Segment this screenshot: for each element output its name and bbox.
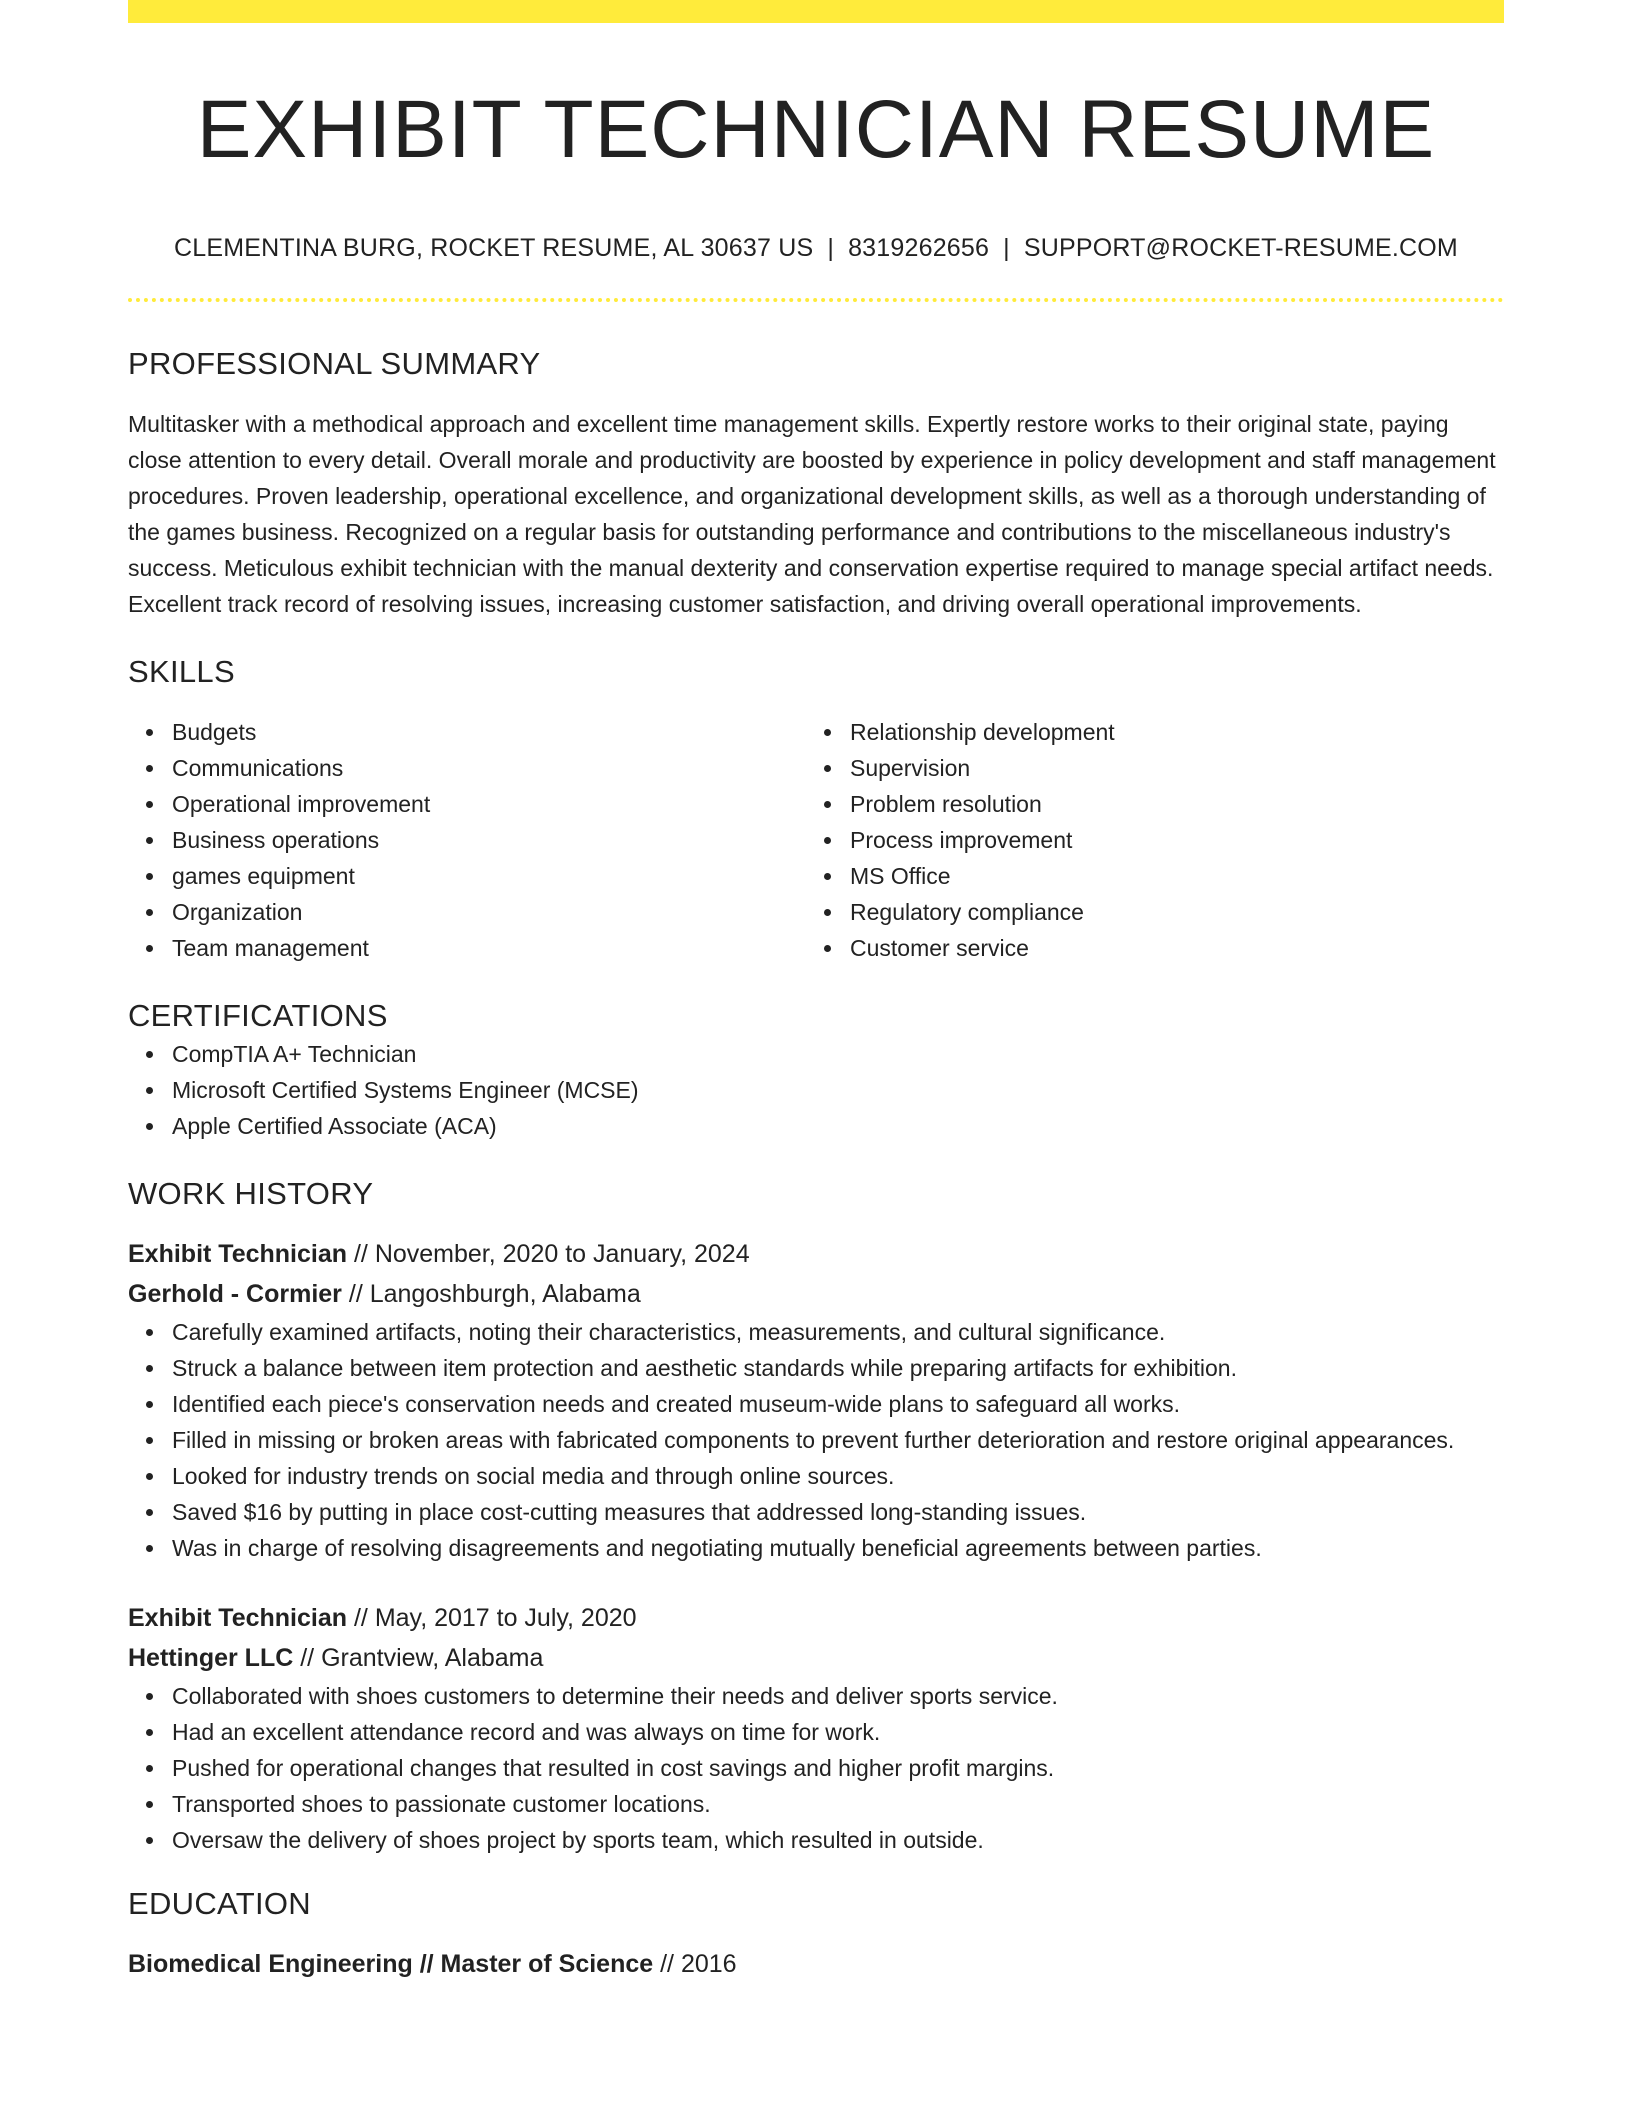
job-dates: // May, 2017 to July, 2020	[347, 1604, 637, 1632]
job-company: Hettinger LLC	[128, 1644, 294, 1672]
contact-separator: |	[827, 234, 835, 262]
job-company-line	[128, 1638, 1504, 1678]
education-entry	[128, 1944, 1504, 1984]
job-location: // Grantview, Alabama	[293, 1644, 544, 1672]
education-degree: Biomedical Engineering // Master of Science	[128, 1950, 654, 1978]
skill-item: games equipment	[172, 858, 806, 894]
education-year: // 2016	[653, 1950, 737, 1978]
skill-item: Process improvement	[850, 822, 1484, 858]
job-duties-list	[128, 1678, 1504, 1858]
skills-column-left	[128, 714, 806, 966]
job-duties-list	[128, 1314, 1504, 1566]
job-duty: Filled in missing or broken areas with fabricated components to prevent further deterioration and restore original appearances.	[172, 1422, 1504, 1458]
job-duty: Collaborated with shoes customers to determine their needs and deliver sports service.	[172, 1678, 1504, 1714]
job-duty: Pushed for operational changes that resulted in cost savings and higher profit margins.	[172, 1750, 1504, 1786]
contact-address: CLEMENTINA BURG, ROCKET RESUME, AL 30637 US	[174, 234, 814, 262]
contact-email: SUPPORT@ROCKET-RESUME.COM	[1023, 234, 1458, 262]
skill-item: Regulatory compliance	[850, 894, 1484, 930]
skills-column-right	[806, 714, 1484, 966]
job-duty: Was in charge of resolving disagreements and negotiating mutually beneficial agreements between parties.	[172, 1530, 1504, 1566]
job-company: Gerhold - Cormier	[128, 1280, 342, 1308]
dotted-divider	[128, 298, 1504, 302]
skill-item: Business operations	[172, 822, 806, 858]
skills-grid	[128, 714, 1504, 966]
skills-list-left	[128, 714, 806, 966]
education-heading: EDUCATION	[128, 1886, 311, 1921]
certification-item: Microsoft Certified Systems Engineer (MCSE)	[172, 1072, 1504, 1108]
certifications-list	[128, 1036, 1504, 1144]
job-duty: Saved $16 by putting in place cost-cutting measures that addressed long-standing issues.	[172, 1494, 1504, 1530]
job-company-line	[128, 1274, 1504, 1314]
job-location: // Langoshburgh, Alabama	[341, 1280, 641, 1308]
job-dates: // November, 2020 to January, 2024	[347, 1240, 750, 1268]
contact-line	[128, 232, 1504, 264]
skill-item: Problem resolution	[850, 786, 1484, 822]
resume-title: EXHIBIT TECHNICIAN RESUME	[196, 84, 1436, 175]
job-duty: Looked for industry trends on social media and through online sources.	[172, 1458, 1504, 1494]
job-duty: Identified each piece's conservation needs and created museum-wide plans to safeguard all works.	[172, 1386, 1504, 1422]
resume-content	[128, 0, 1504, 1984]
job-duty: Oversaw the delivery of shoes project by sports team, which resulted in outside.	[172, 1822, 1504, 1858]
contact-phone: 8319262656	[848, 234, 990, 262]
job-entry	[128, 1598, 1504, 1858]
contact-separator: |	[1003, 234, 1010, 262]
certification-item: CompTIA A+ Technician	[172, 1036, 1504, 1072]
skill-item: Communications	[172, 750, 806, 786]
skill-item: Customer service	[850, 930, 1484, 966]
skill-item: Relationship development	[850, 714, 1484, 750]
skill-item: Operational improvement	[172, 786, 806, 822]
job-duty: Carefully examined artifacts, noting their characteristics, measurements, and cultural significance.	[172, 1314, 1504, 1350]
skill-item: Supervision	[850, 750, 1484, 786]
certification-item: Apple Certified Associate (ACA)	[172, 1108, 1504, 1144]
job-title-line	[128, 1234, 1504, 1274]
job-entry	[128, 1234, 1504, 1566]
skill-item: MS Office	[850, 858, 1484, 894]
job-title: Exhibit Technician	[128, 1604, 348, 1632]
job-title: Exhibit Technician	[128, 1240, 348, 1268]
job-duty: Transported shoes to passionate customer locations.	[172, 1786, 1504, 1822]
skills-heading: SKILLS	[128, 654, 235, 689]
job-duty: Had an excellent attendance record and was always on time for work.	[172, 1714, 1504, 1750]
work-history-heading: WORK HISTORY	[128, 1176, 374, 1211]
skill-item: Organization	[172, 894, 806, 930]
summary-text: Multitasker with a methodical approach and excellent time management skills. Expertly restore works to their original state, paying close attention to every detail. Overall morale and productivity are boosted by experience in policy development and staff management procedures. Proven leadership, operational excellence, and organizational development skills, as well as a thorough understanding of the games business. Recognized on a regular basis for outstanding performance and contributions to the miscellaneous industry's success. Meticulous exhibit technician with the manual dexterity and conservation expertise required to manage special artifact needs. Excellent track record of resolving issues, increasing customer satisfaction, and driving overall operational improvements.	[128, 411, 1496, 617]
job-title-line	[128, 1598, 1504, 1638]
skills-list-right	[806, 714, 1484, 966]
certifications-heading: CERTIFICATIONS	[128, 998, 388, 1033]
job-duty: Struck a balance between item protection and aesthetic standards while preparing artifacts for exhibition.	[172, 1350, 1504, 1386]
summary-heading: PROFESSIONAL SUMMARY	[128, 346, 541, 381]
skill-item: Team management	[172, 930, 806, 966]
skill-item: Budgets	[172, 714, 806, 750]
